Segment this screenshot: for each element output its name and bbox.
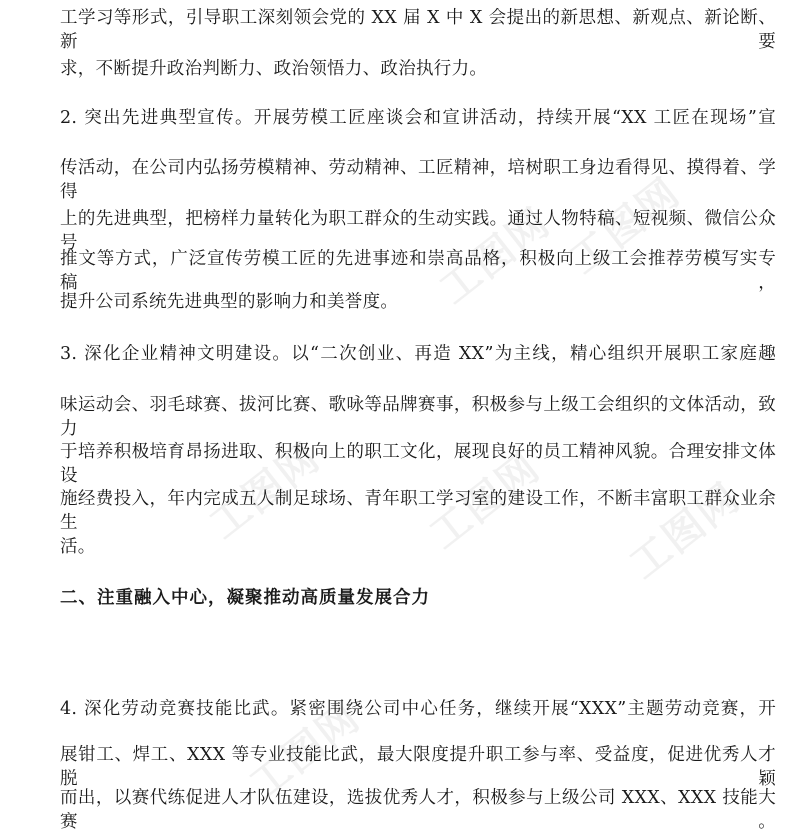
text-line: 味运动会、羽毛球赛、拔河比赛、歌咏等品牌赛事，积极参与上级工会组织的文体活动，致力: [60, 395, 776, 439]
text-line: 2. 突出先进典型宣传。开展劳模工匠座谈会和宣讲活动，持续开展“XX 工匠在现场”宣: [60, 108, 776, 128]
text-line: 传活动，在公司内弘扬劳模精神、劳动精神、工匠精神，培树职工身边看得见、摸得着、学得: [60, 158, 776, 202]
text-line: 上的先进典型，把榜样力量转化为职工群众的生动实践。通过人物特稿、短视频、微信公众号: [60, 209, 776, 253]
text-line: 4. 深化劳动竞赛技能比武。紧密围绕公司中心任务，继续开展“XXX”主题劳动竞赛，开: [60, 699, 776, 719]
watermark: 工图网: [431, 199, 559, 314]
watermark: 工图网: [421, 444, 549, 559]
text-line: 求，不断提升政治判断力、政治领悟力、政治执行力。: [60, 59, 488, 79]
text-line: 提升公司系统先进典型的影响力和美誉度。: [60, 292, 399, 312]
section-heading: 二、注重融入中心，凝聚推动高质量发展合力: [60, 588, 430, 608]
text-line: 展钳工、焊工、XXX 等专业技能比武，最大限度提升职工参与率、受益度，促进优秀人才脱颖: [60, 745, 776, 789]
text-line: 而出，以赛代练促进人才队伍建设，选拔优秀人才，积极参与上级公司 XXX、XXX 技能大赛。: [60, 788, 776, 832]
text-line: 施经费投入，年内完成五人制足球场、青年职工学习室的建设工作，不断丰富职工群众业余生: [60, 489, 776, 533]
text-line: 3. 深化企业精神文明建设。以“二次创业、再造 XX”为主线，精心组织开展职工家庭趣: [60, 344, 776, 364]
text-line: 推文等方式，广泛宣传劳模工匠的先进事迹和崇高品格，积极向上级工会推荐劳模写实专稿，: [60, 249, 776, 293]
text-line: 于培养积极培育昂扬进取、积极向上的职工文化，展现良好的员工精神风貌。合理安排文体设: [60, 442, 776, 486]
watermark: 工图网: [241, 694, 369, 809]
watermark: 工图网: [621, 474, 749, 589]
text-line: 工学习等形式，引导职工深刻领会党的 XX 届 X 中 X 会提出的新思想、新观点、新论断、新要: [60, 8, 776, 52]
watermark: 工图网: [561, 169, 689, 284]
text-line: 活。: [60, 537, 96, 557]
watermark: 工图网: [201, 434, 329, 549]
